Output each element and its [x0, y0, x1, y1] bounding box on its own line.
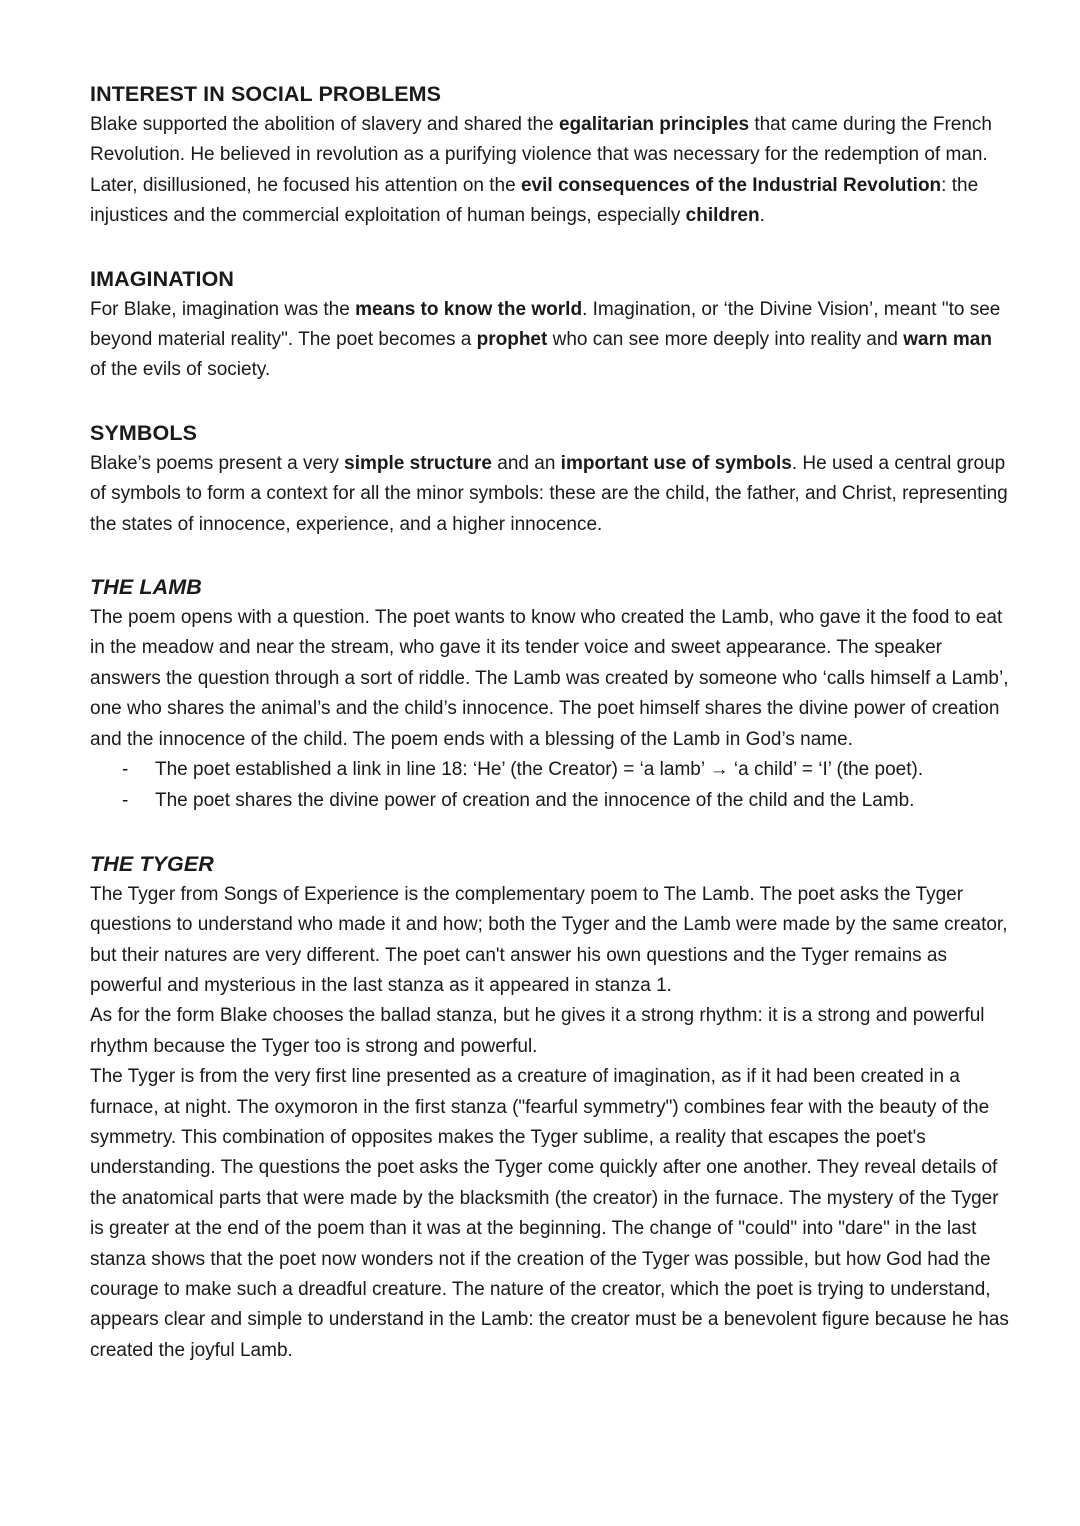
- text-run: . Imagination, or ‘the Divine Vision’, meant "to see beyond material reality". The poet becomes a: [90, 298, 1001, 351]
- bold-run: simple structure: [344, 452, 492, 474]
- text-run: The poem opens with a question. The poet wants to know who created the Lamb, who gave it the food to eat in the meadow and near the stream, who gave it its tender voice and sweet appearance. The speaker answers the question through a sort of riddle. The Lamb was created by someone who ‘calls himself a Lamb’, one who shares the animal’s and the child’s innocence. The poet himself shares the divine power of creation and the innocence of the child. The poem ends with a blessing of the Lamb in God’s name.: [90, 607, 1009, 750]
- section-the-tyger: [90, 848, 1010, 1367]
- text-run: . He used a central group of symbols to form a context for all the minor symbols: these are the child, the father, and Christ, representing the states of innocence, experience, and a higher innocence.: [90, 452, 1008, 535]
- section-paragraph: [90, 449, 1010, 540]
- section-heading: INTEREST IN SOCIAL PROBLEMS: [90, 82, 442, 106]
- text-run: As for the form Blake chooses the ballad stanza, but he gives it a strong rhythm: it is a strong and powerful rhythm because the Tyger too is strong and powerful.: [90, 1005, 985, 1057]
- bold-run: children: [685, 205, 760, 227]
- bold-run: warn man: [903, 329, 992, 351]
- section-paragraph: [90, 110, 1010, 232]
- text-run: Blake’s poems present a very: [90, 452, 345, 474]
- bullet-dash: -: [122, 789, 129, 811]
- section-paragraph: [90, 603, 1010, 755]
- text-run: and an: [492, 452, 561, 474]
- section-heading: THE TYGER: [90, 851, 214, 876]
- bold-run: important use of symbols: [560, 452, 792, 474]
- section-paragraph: [90, 1062, 1010, 1366]
- list-item-text: The poet shares the divine power of creation and the innocence of the child and the Lamb.: [155, 789, 915, 811]
- list-item: [90, 786, 1010, 817]
- text-run: The Tyger is from the very first line presented as a creature of imagination, as if it had been created in a furnace, at night. The oxymoron in the first stanza ("fearful symmetry") combines fear with the beauty of the symmetry. This combination of opposites makes the Tyger sublime, a reality that escapes the poet's understanding. The questions the poet asks the Tyger come quickly after one another. They reveal details of the anatomical parts that were made by the blacksmith (the creator) in the furnace. The mystery of the Tyger is greater at the end of the poem than it was at the beginning. The change of "could" into "dare" in the last stanza shows that the poet now wonders not if the creation of the Tyger was possible, but how God had the courage to make such a dreadful creature. The nature of the creator, which the poet is trying to understand, appears clear and simple to understand in the Lamb: the creator must be a benevolent figure because he has created the joyful Lamb.: [90, 1066, 1009, 1361]
- list-item-text: The poet established a link in line 18: ‘He’ (the Creator) = ‘a lamb’ → ‘a child’ = ‘I’ (the poet).: [155, 759, 924, 781]
- section-paragraph: [90, 880, 1010, 1002]
- text-run: The Tyger from Songs of Experience is the complementary poem to The Lamb. The poet asks the Tyger questions to understand who made it and how; both the Tyger and the Lamb were made by the same creator, but their natures are very different. The poet can't answer his own questions and the Tyger remains as powerful and mysterious in the last stanza as it appeared in stanza 1.: [90, 883, 1008, 996]
- bullet-dash: -: [122, 759, 129, 781]
- bold-run: prophet: [476, 329, 548, 351]
- section-symbols: [90, 417, 1010, 540]
- section-paragraph: [90, 295, 1010, 386]
- bold-run: egalitarian principles: [558, 114, 750, 135]
- bold-run: means to know the world: [355, 298, 583, 320]
- section-imagination: [90, 263, 1010, 386]
- list-item: [90, 755, 1010, 786]
- text-run: who can see more deeply into reality and: [547, 329, 904, 351]
- text-run: : the injustices and the commercial exploitation of human beings, especially: [90, 174, 979, 227]
- text-run: of the evils of society.: [90, 359, 271, 381]
- bold-run: evil consequences of the Industrial Revolution: [520, 174, 942, 196]
- text-run: .: [759, 205, 765, 227]
- section-paragraph: [90, 1001, 1010, 1062]
- text-run: For Blake, imagination was the: [90, 298, 356, 320]
- section-heading: SYMBOLS: [90, 420, 198, 445]
- text-run: that came during the French Revolution. He believed in revolution as a purifying violence that was necessary for the redemption of man. Later, disillusioned, he focused his attention on the: [90, 114, 992, 196]
- bullet-list: [90, 755, 1010, 817]
- text-run: Blake supported the abolition of slavery and shared the: [90, 114, 559, 135]
- section-the-lamb: [90, 571, 1010, 817]
- section-social-problems: [90, 78, 1010, 232]
- section-heading: IMAGINATION: [90, 266, 235, 291]
- document-page: [90, 78, 1010, 1397]
- section-heading: THE LAMB: [90, 575, 202, 600]
